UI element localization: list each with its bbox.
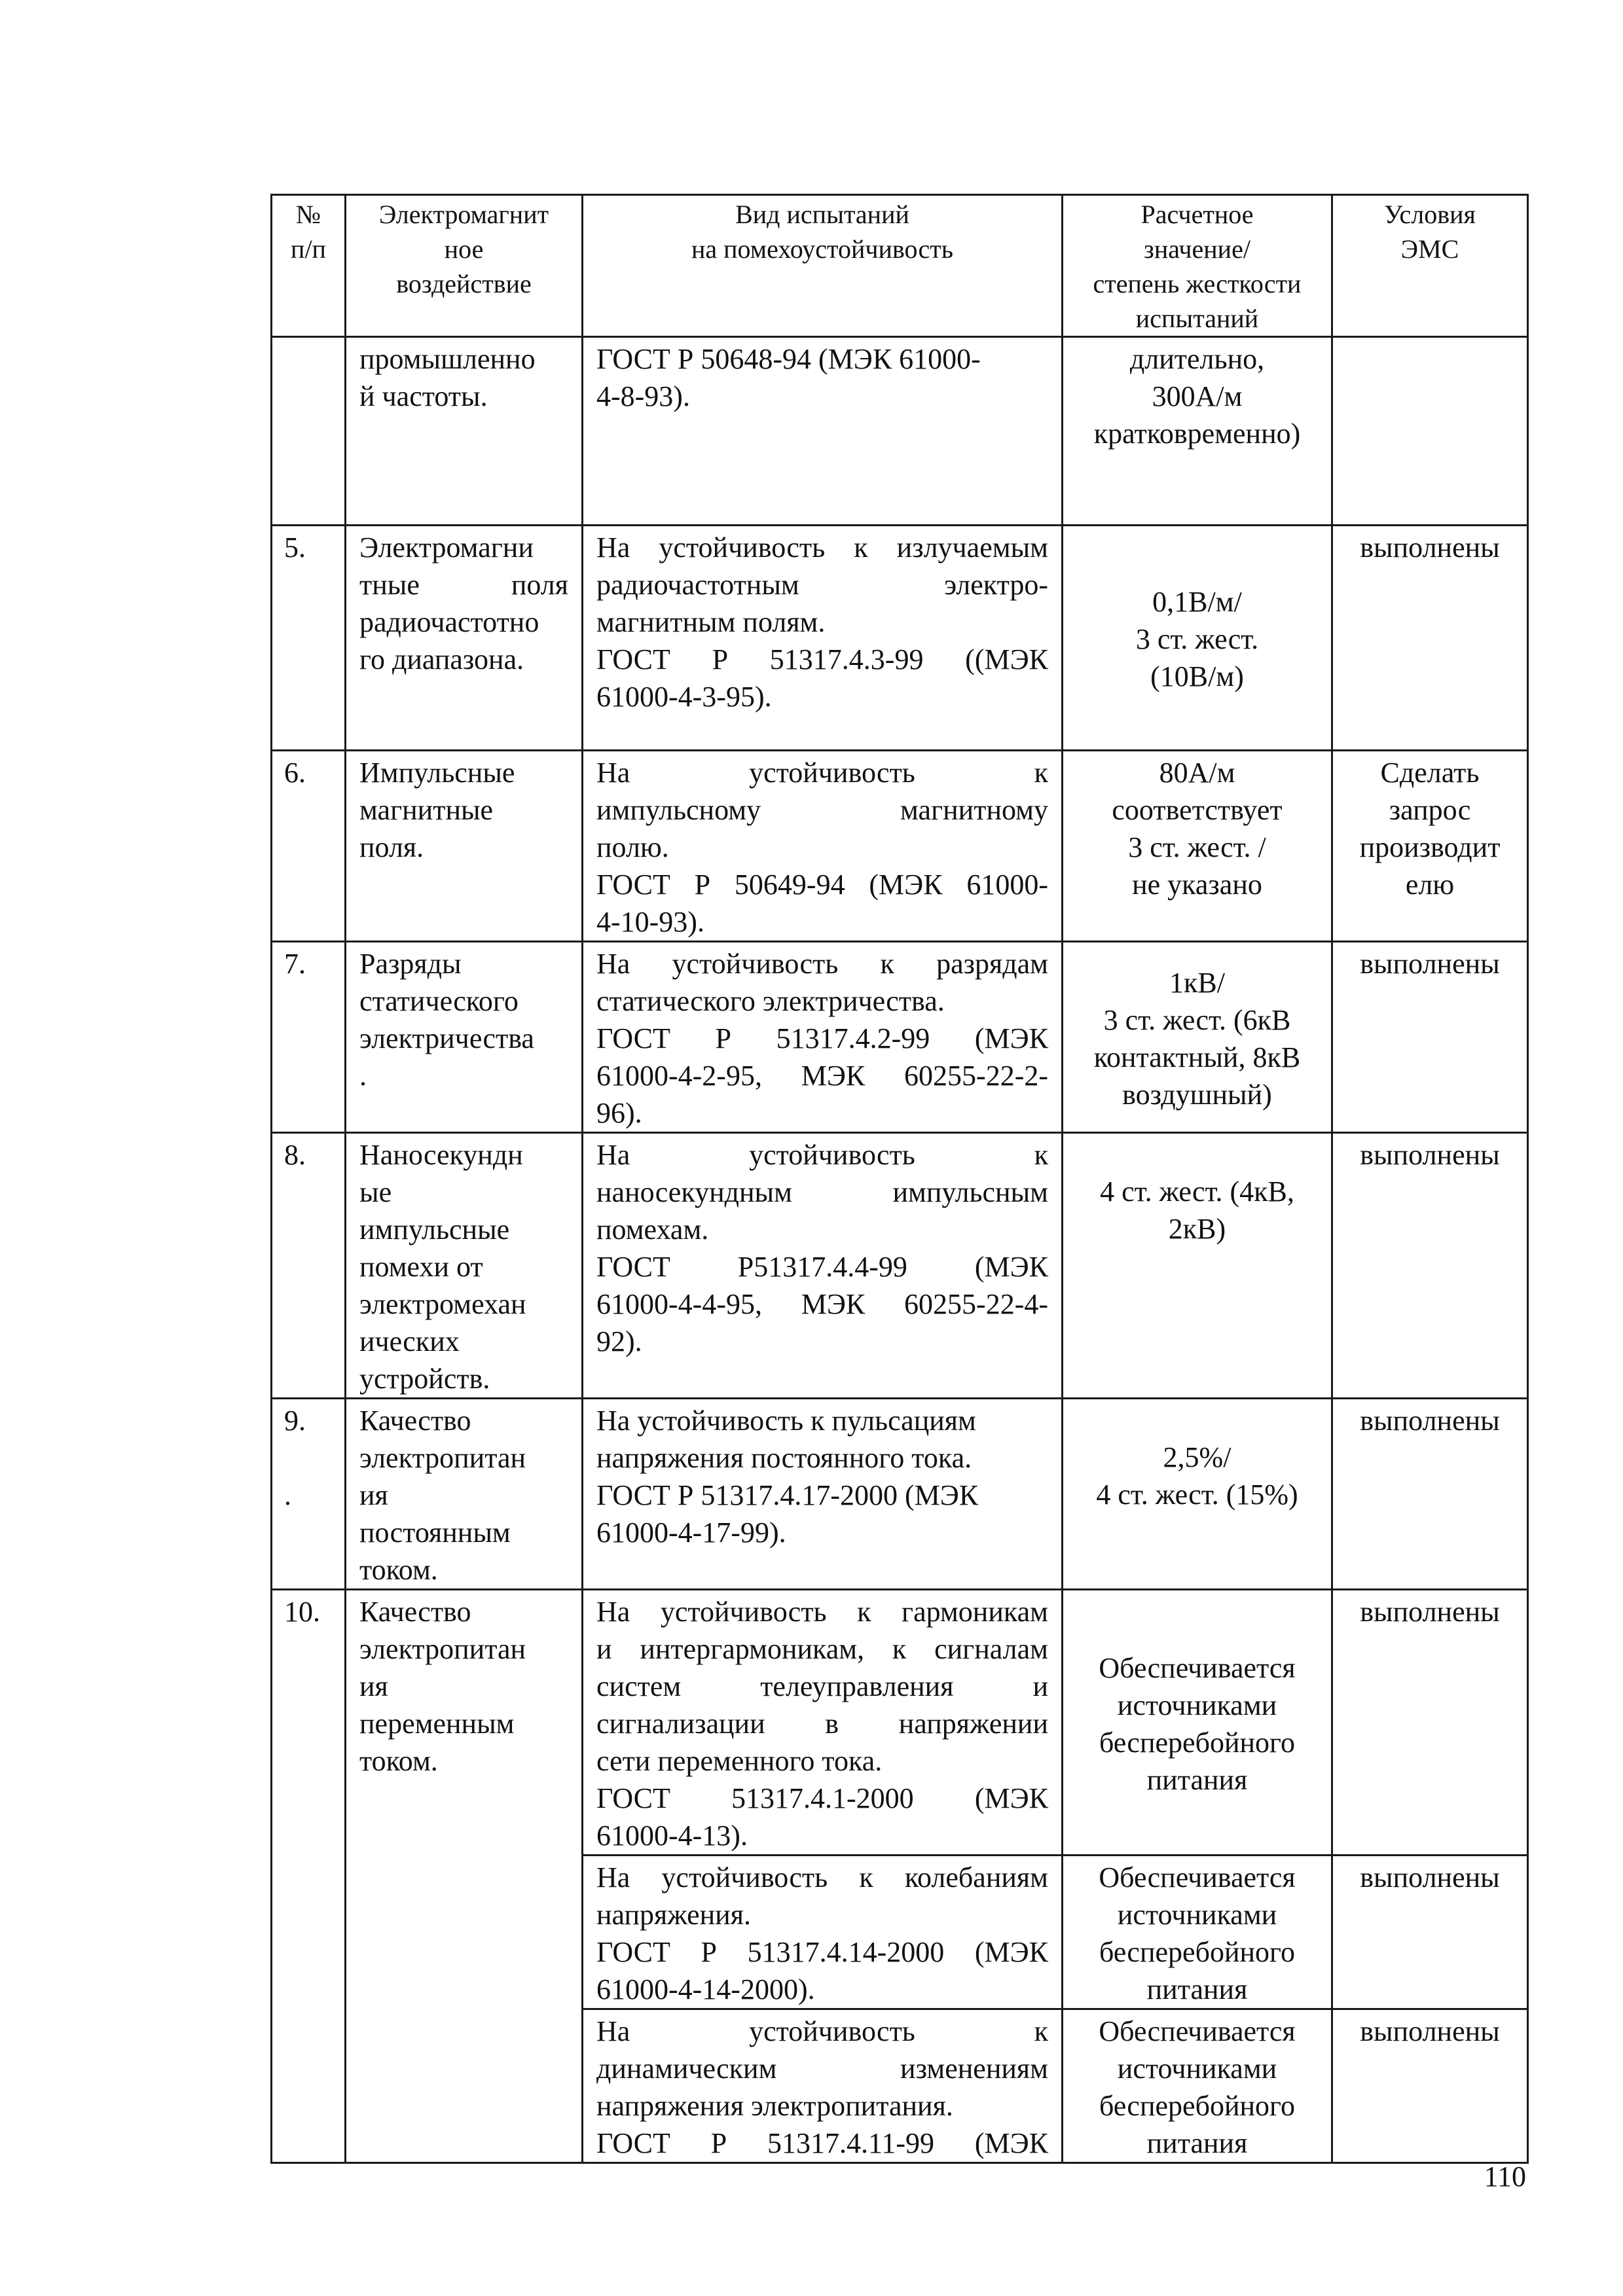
row-effect: Электромагни тные поля радиочастотно го диапазона.: [346, 526, 583, 751]
row-conditions: выполнены: [1332, 1133, 1528, 1399]
row-conditions: выполнены: [1332, 2009, 1528, 2163]
table-row: [272, 1399, 1528, 1590]
row-value: 80А/м соответствует 3 ст. жест. / не указано: [1063, 751, 1332, 942]
row-num: 7.: [272, 942, 346, 1133]
header-test-type: Вид испытаний на помехоустойчивость: [583, 195, 1063, 337]
table-row: [272, 337, 1528, 526]
header-value: Расчетное значение/ степень жесткости испытаний: [1063, 195, 1332, 337]
row-test: На устойчивость к наносекундным импульсным помехам. ГОСТ Р51317.4.4-99 (МЭК 61000-4-4-95, МЭК 60255-22-4- 92).: [583, 1133, 1063, 1399]
table-header-row: [272, 195, 1528, 337]
row-num: [272, 337, 346, 526]
row-value: длительно, 300А/м кратковременно): [1063, 337, 1332, 526]
table-row: [272, 1590, 1528, 1856]
table-row: [272, 526, 1528, 751]
row-test: На устойчивость к гармоникам и интергармоникам, к сигналам систем телеуправления и сигнализации в напряжении сети переменного тока. ГОСТ 51317.4.1-2000 (МЭК 61000-4-13).: [583, 1590, 1063, 1856]
row-num: 8.: [272, 1133, 346, 1399]
row-test: На устойчивость к импульсному магнитному полю. ГОСТ Р 50649-94 (МЭК 61000- 4-10-93).: [583, 751, 1063, 942]
row-num: 6.: [272, 751, 346, 942]
row-conditions: [1332, 337, 1528, 526]
row-test: ГОСТ Р 50648-94 (МЭК 61000- 4-8-93).: [583, 337, 1063, 526]
row-value: Обеспечивается источниками бесперебойного питания: [1063, 1590, 1332, 1856]
row-effect: промышленно й частоты.: [346, 337, 583, 526]
row-conditions: выполнены: [1332, 1856, 1528, 2009]
row-value: 4 ст. жест. (4кВ, 2кВ): [1063, 1133, 1332, 1399]
row-value: 0,1В/м/ 3 ст. жест. (10В/м): [1063, 526, 1332, 751]
header-effect: Электромагнит ное воздействие: [346, 195, 583, 337]
row-effect: Качество электропитан ия переменным током.: [346, 1590, 583, 2163]
row-test: На устойчивость к пульсациям напряжения постоянного тока. ГОСТ Р 51317.4.17-2000 (МЭК 61000-4-17-99).: [583, 1399, 1063, 1590]
page-number: 110: [1484, 2161, 1526, 2193]
header-conditions: Условия ЭМС: [1332, 195, 1528, 337]
row-conditions: выполнены: [1332, 526, 1528, 751]
row-test: На устойчивость к разрядам статического электричества. ГОСТ Р 51317.4.2-99 (МЭК 61000-4-2-95, МЭК 60255-22-2- 96).: [583, 942, 1063, 1133]
row-conditions: Сделать запрос производит елю: [1332, 751, 1528, 942]
row-effect: Качество электропитан ия постоянным током.: [346, 1399, 583, 1590]
row-value: 1кВ/ 3 ст. жест. (6кВ контактный, 8кВ воздушный): [1063, 942, 1332, 1133]
row-value: 2,5%/ 4 ст. жест. (15%): [1063, 1399, 1332, 1590]
row-effect: Наносекундн ые импульсные помехи от электромехан ических устройств.: [346, 1133, 583, 1399]
row-conditions: выполнены: [1332, 1399, 1528, 1590]
row-effect: Импульсные магнитные поля.: [346, 751, 583, 942]
header-num: № п/п: [272, 195, 346, 337]
row-test: На устойчивость к колебаниям напряжения. ГОСТ Р 51317.4.14-2000 (МЭК 61000-4-14-2000).: [583, 1856, 1063, 2009]
row-test: На устойчивость к излучаемым радиочастотным электро- магнитным полям. ГОСТ Р 51317.4.3-99 ((МЭК 61000-4-3-95).: [583, 526, 1063, 751]
row-effect: Разряды статического электричества .: [346, 942, 583, 1133]
table-row: [272, 1133, 1528, 1399]
row-value: Обеспечивается источниками бесперебойного питания: [1063, 2009, 1332, 2163]
row-conditions: выполнены: [1332, 942, 1528, 1133]
table-row: [272, 751, 1528, 942]
row-test: На устойчивость к динамическим изменениям напряжения электропитания. ГОСТ Р 51317.4.11-99 (МЭК: [583, 2009, 1063, 2163]
emc-test-table: [270, 194, 1529, 2164]
row-conditions: выполнены: [1332, 1590, 1528, 1856]
table-row: [272, 942, 1528, 1133]
row-num: 5.: [272, 526, 346, 751]
row-num: 9. .: [272, 1399, 346, 1590]
row-num: 10.: [272, 1590, 346, 2163]
row-value: Обеспечивается источниками бесперебойного питания: [1063, 1856, 1332, 2009]
